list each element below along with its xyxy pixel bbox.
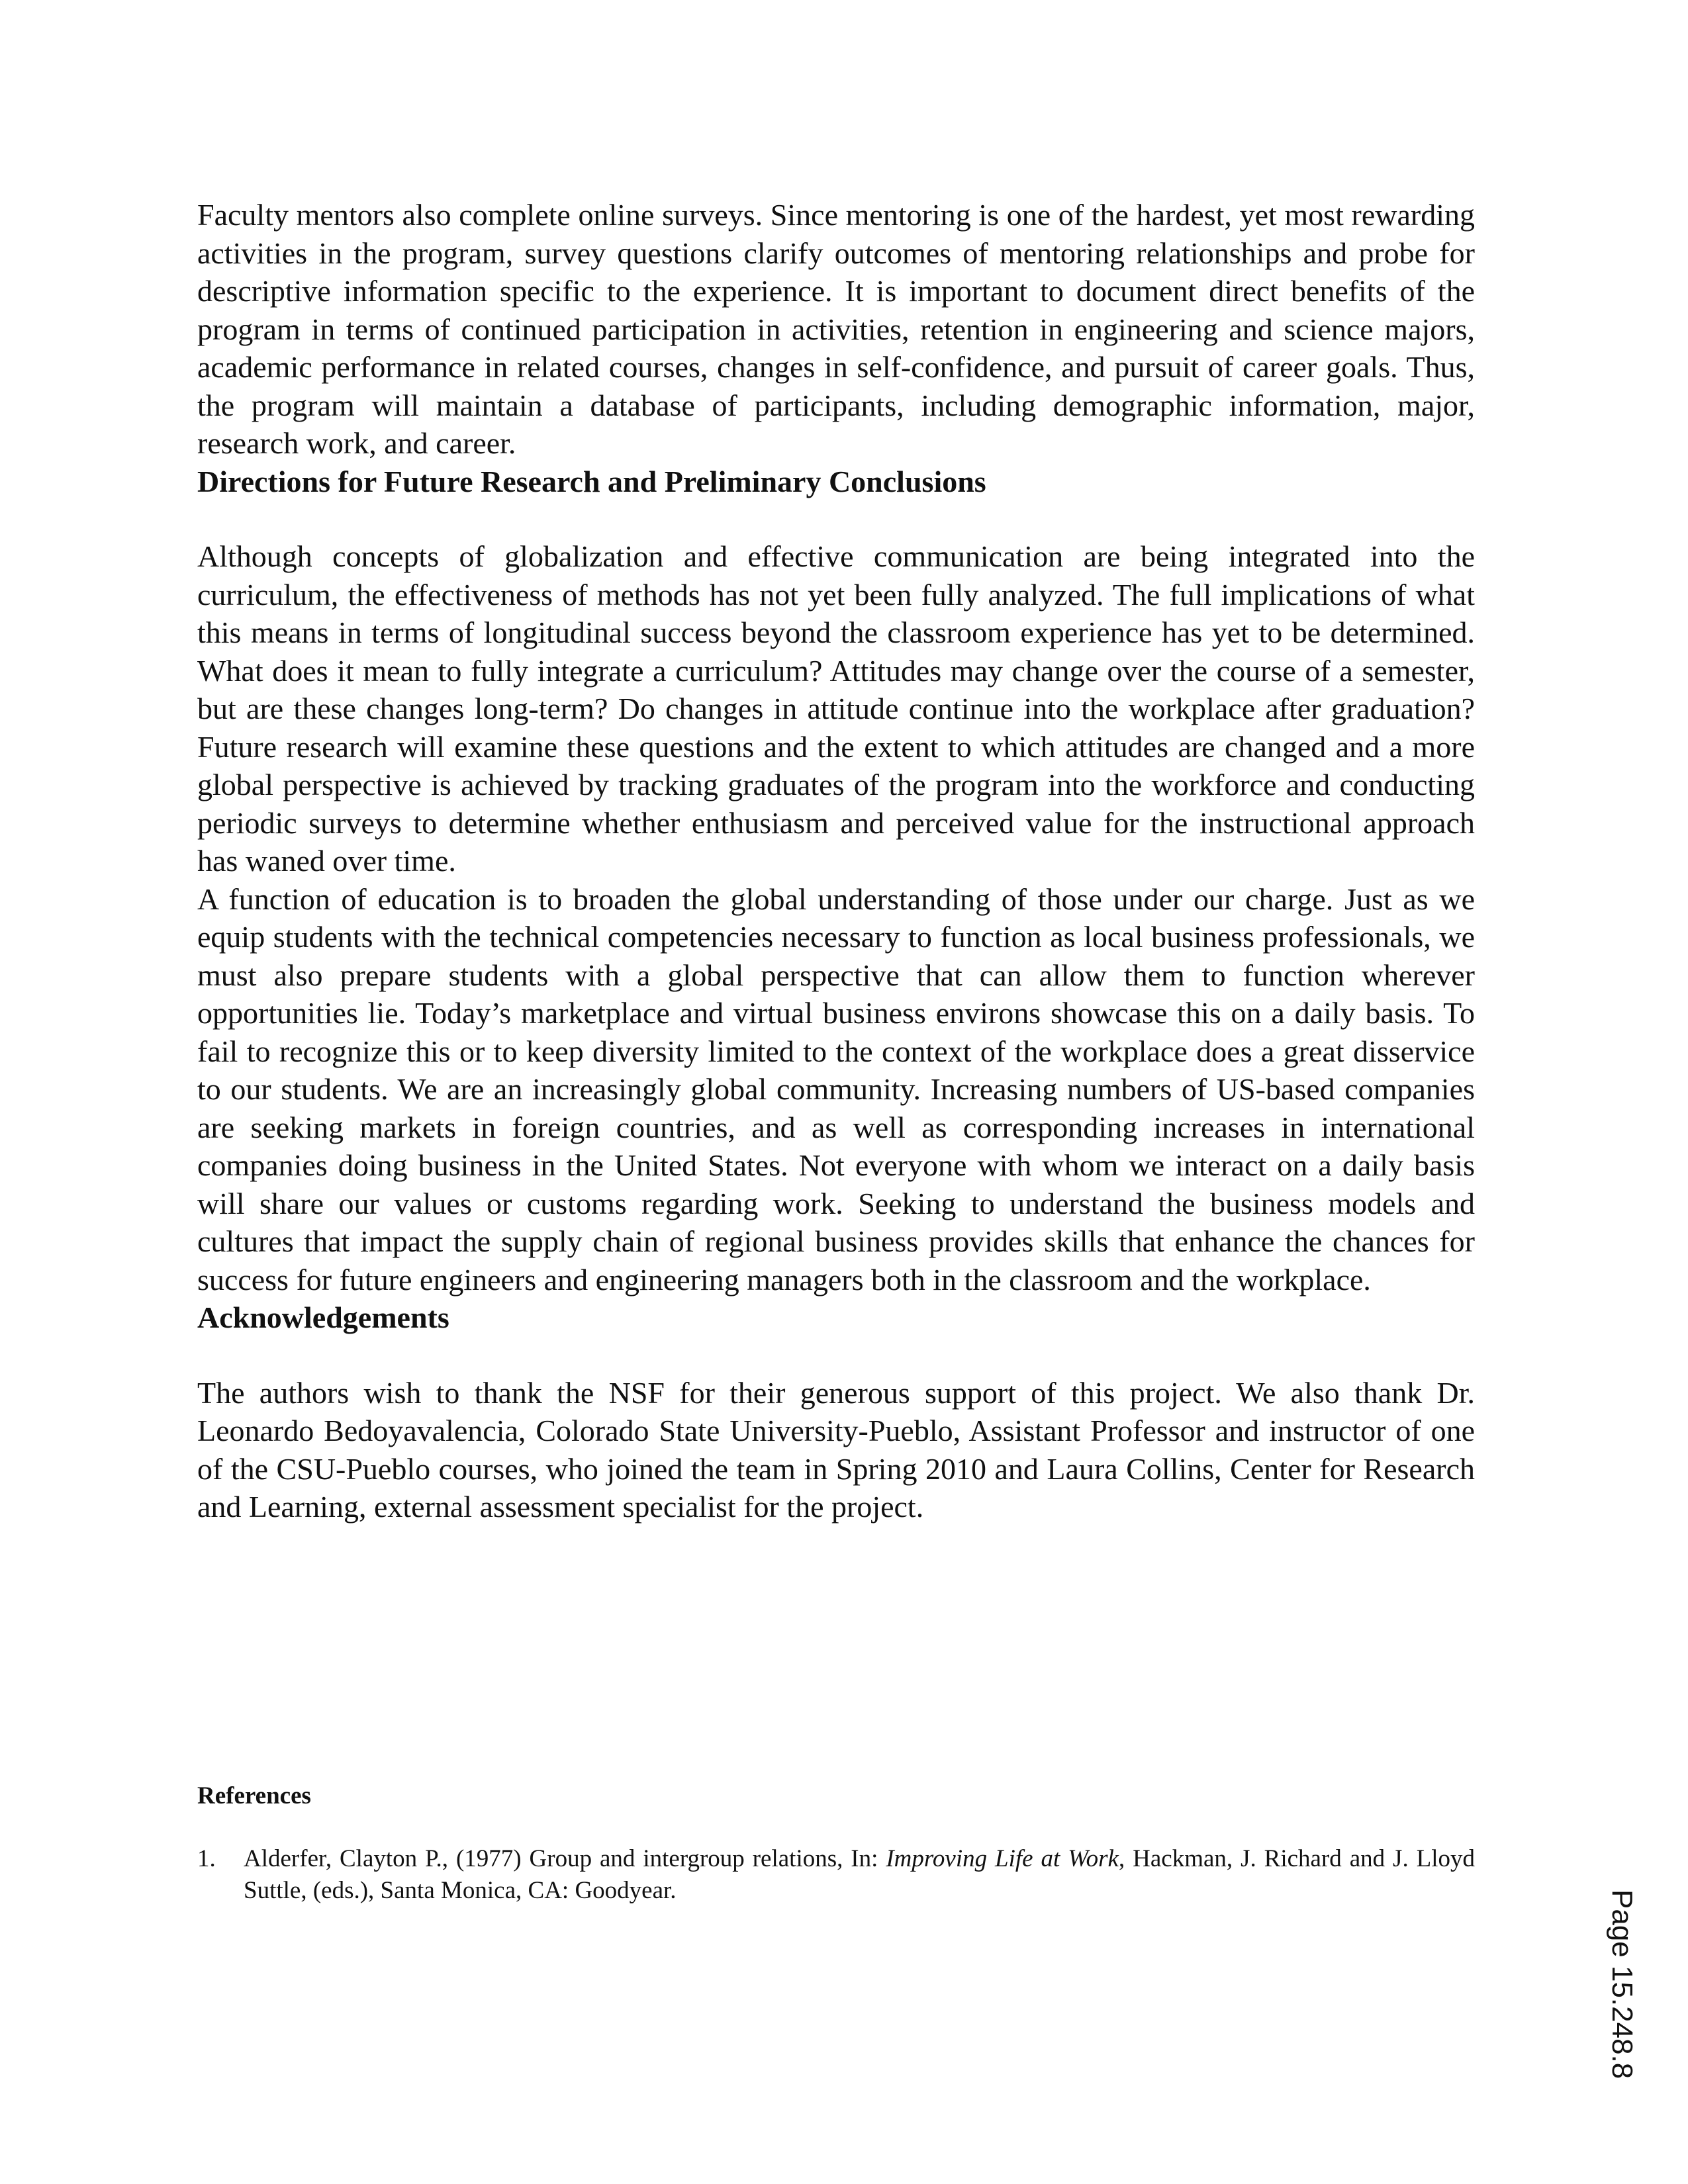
heading-references: References [197, 1782, 311, 1809]
paragraph-acknowledgements: The authors wish to thank the NSF for their generous support of this project. We also thank Dr. Leonardo Bedoyavalencia, Colorado State University-Pueblo, Assistant Professor and instructor of one of the CSU-Pueblo courses, who joined the team in Spring 2010 and Laura Collins, Center for Research and Learning, external assessment specialist for the project. [197, 1375, 1475, 1524]
reference-item [197, 1843, 1475, 1907]
heading-future-research: Directions for Future Research and Preliminary Conclusions [197, 464, 986, 498]
reference-book-title: Improving Life at Work [886, 1845, 1119, 1872]
paragraph-mentor-surveys: Faculty mentors also complete online surveys. Since mentoring is one of the hardest, yet most rewarding activities in the program, survey questions clarify outcomes of mentoring relationships and probe for descriptive information specific to the experience. It is important to document direct benefits of the program in terms of continued participation in activities, retention in engineering and science majors, academic performance in related courses, changes in self-confidence, and pursuit of career goals. Thus, the program will maintain a database of participants, including demographic information, major, research work, and career. [197, 198, 1475, 460]
document-body [197, 196, 1475, 1526]
paragraph-education-function: A function of education is to broaden the global understanding of those under our charge. Just as we equip students with the technical competencies necessary to function as local business professionals, we must also prepare students with a global perspective that can allow them to function wherever opportunities lie. Today’s marketplace and virtual business environs showcase this on a daily basis. To fail to recognize this or to keep diversity limited to the context of the workplace does a great disservice to our students. We are an increasingly global community. Increasing numbers of US-based companies are seeking markets in foreign countries, and as well as corresponding increases in international companies doing business in the United States. Not everyone with whom we interact on a daily basis will share our values or customs regarding work. Seeking to understand the business models and cultures that impact the supply chain of regional business provides skills that enhance the chances for success for future engineers and engineering managers both in the classroom and the workplace. [197, 882, 1475, 1297]
paragraph-globalization: Although concepts of globalization and effective communication are being integrated into the curriculum, the effectiveness of methods has not yet been fully analyzed. The full implications of what this means in terms of longitudinal success beyond the classroom experience has yet to be determined. What does it mean to fully integrate a curriculum? Attitudes may change over the course of a semester, but are these changes long-term? Do changes in attitude continue into the workplace after graduation? Future research will examine these questions and the extent to which attitudes are changed and a more global perspective is achieved by tracking graduates of the program into the workforce and conducting periodic surveys to determine whether enthusiasm and perceived value for the instructional approach has waned over time. [197, 539, 1475, 878]
reference-text [244, 1843, 1475, 1907]
reference-text-before: Alderfer, Clayton P., (1977) Group and intergroup relations, In: [244, 1845, 886, 1872]
page-number: Page 15.248.8 [1606, 1889, 1638, 2079]
heading-acknowledgements: Acknowledgements [197, 1300, 449, 1334]
reference-number: 1. [197, 1845, 216, 1872]
reference-text-after: , Hackman, J. Richard and J. Lloyd Suttle, (eds.), Santa Monica, CA: Goodyear. [244, 1845, 1475, 1904]
